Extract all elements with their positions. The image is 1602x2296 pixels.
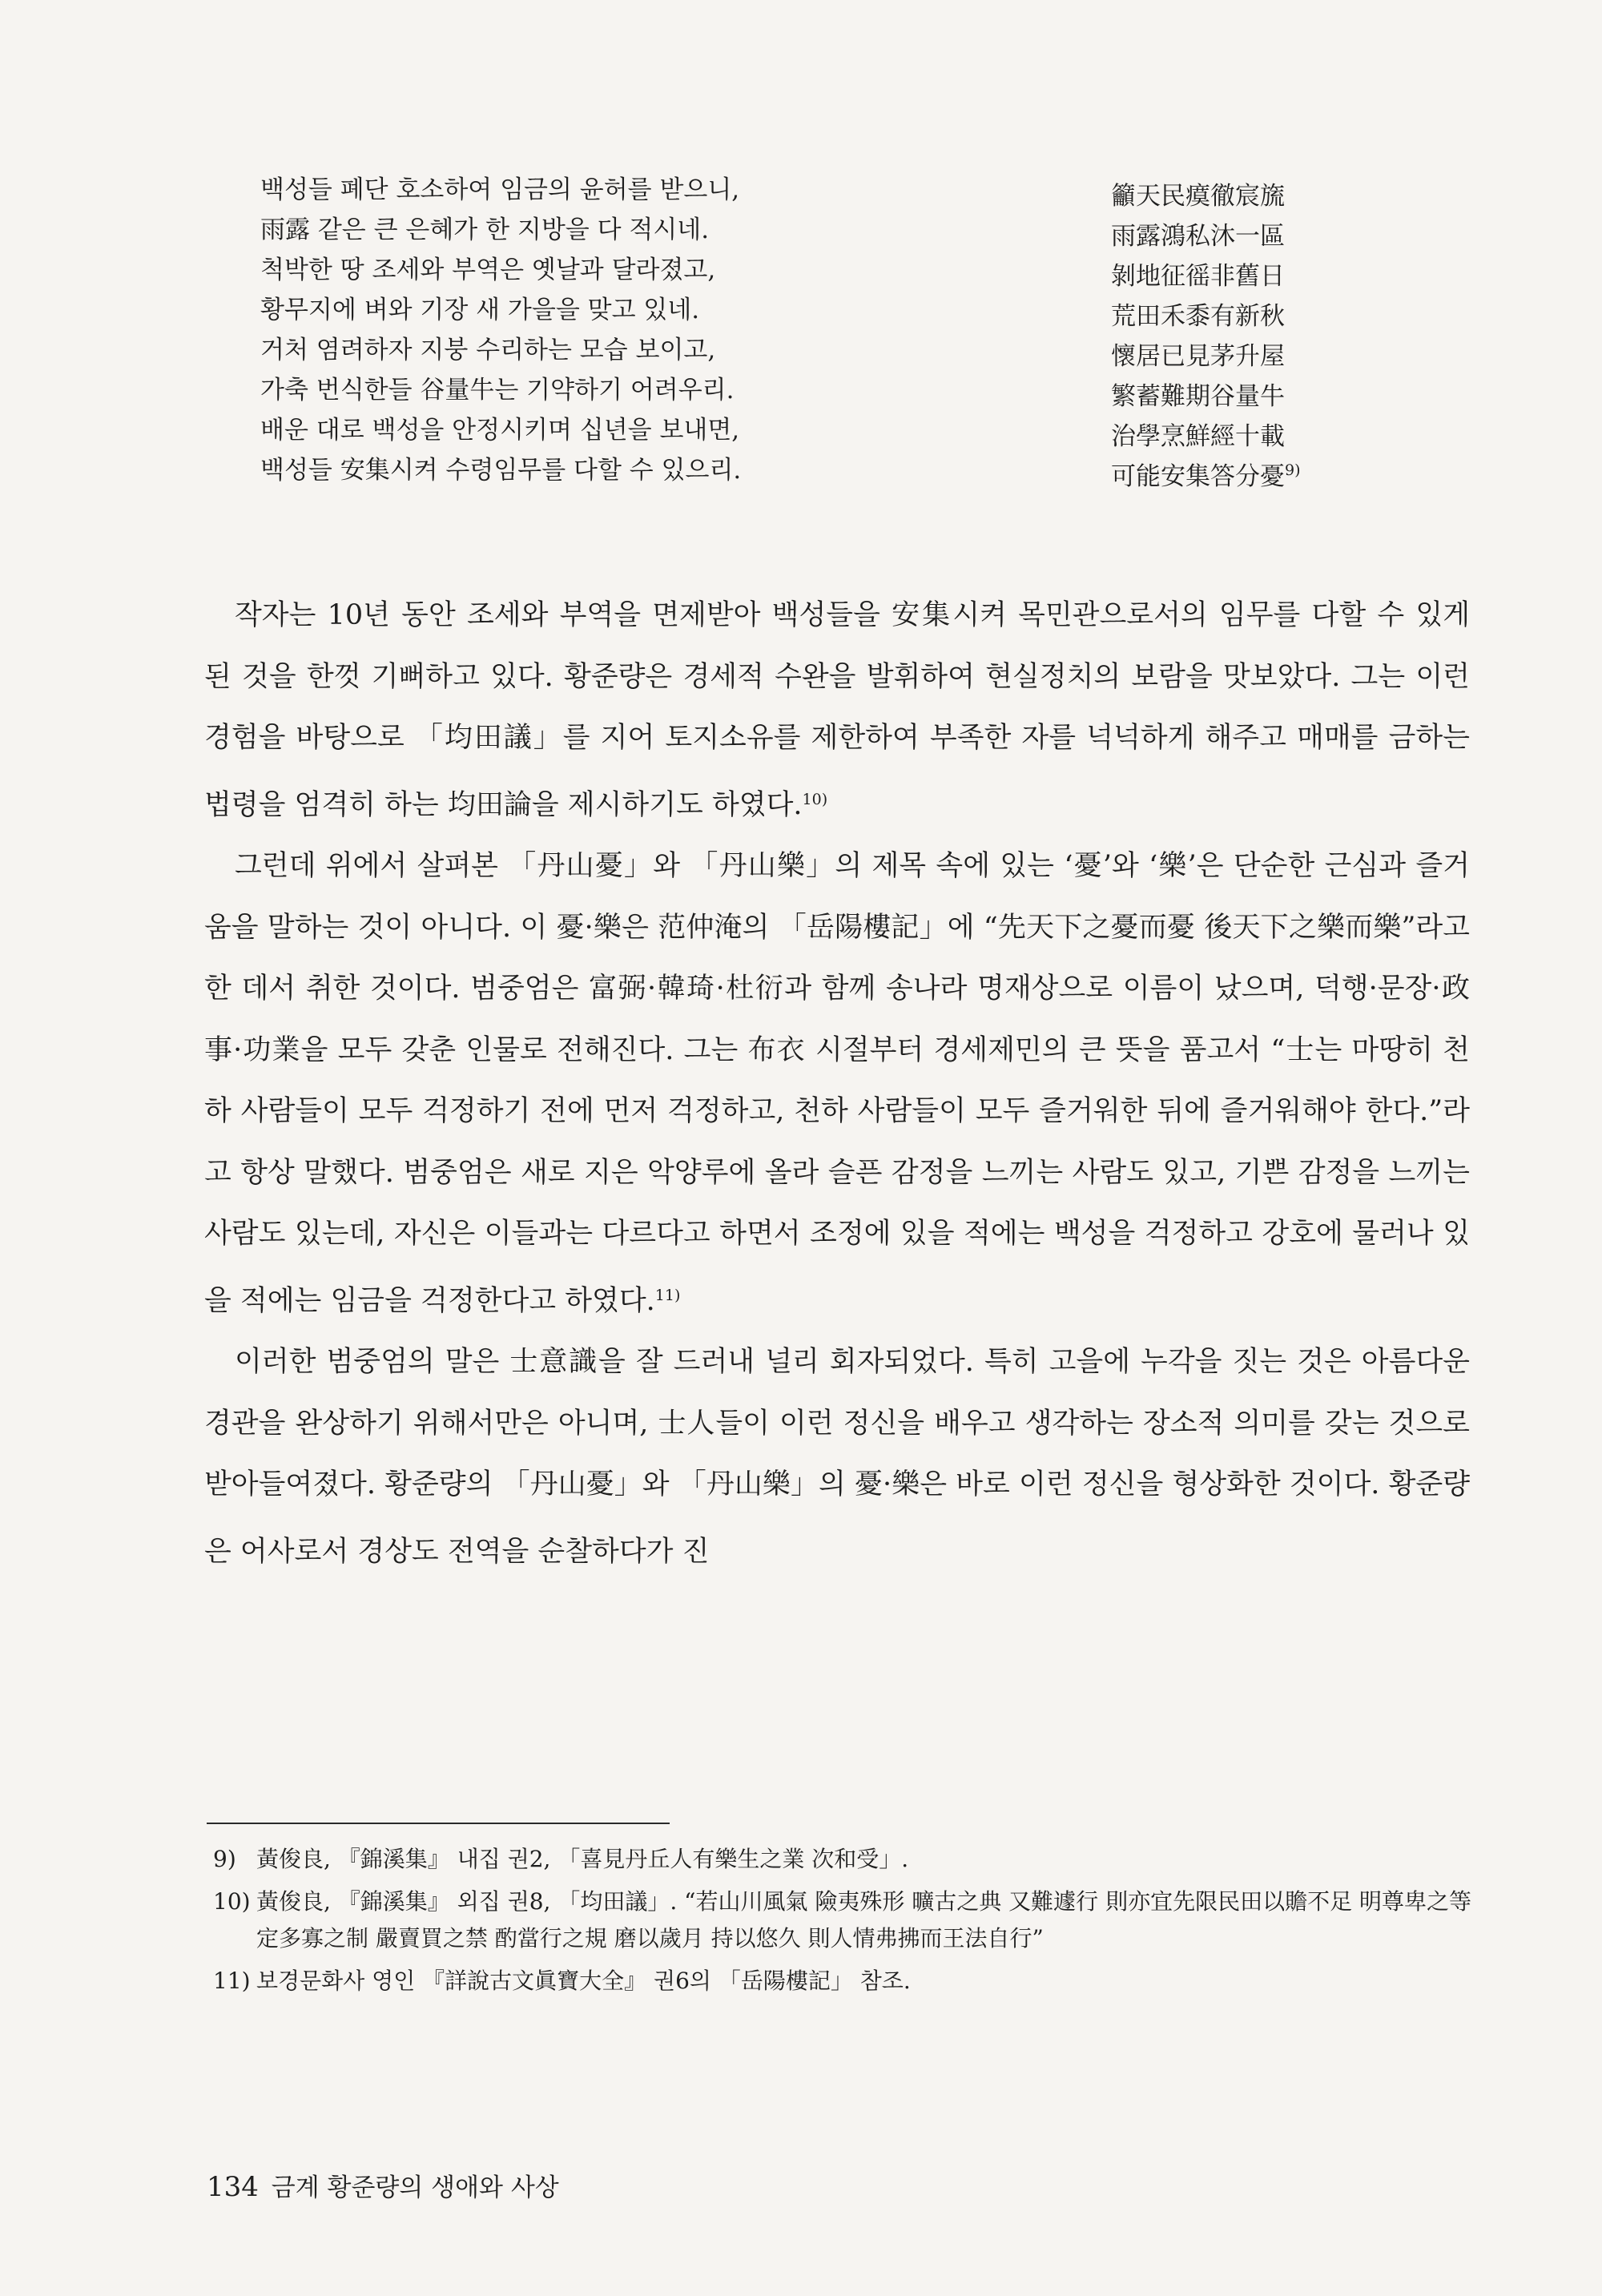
poem-korean-line: 거처 염려하자 지붕 수리하는 모습 보이고, — [260, 336, 716, 365]
footnote-number: 9) — [213, 1846, 236, 1872]
running-title: 금계 황준량의 생애와 사상 — [271, 2173, 559, 2202]
poem-chinese-line: 籲天民瘼徹宸旒 — [1111, 182, 1285, 211]
footnotes — [215, 1841, 1472, 2005]
footnote-number: 10) — [213, 1888, 251, 1915]
poem-korean-line: 배운 대로 백성을 안정시키며 십년을 보내면, — [260, 416, 740, 445]
poem-korean-line: 가축 번식한들 谷量牛는 기약하기 어려우리. — [260, 376, 735, 405]
poem-chinese-line: 治學烹鮮經十載 — [1111, 422, 1285, 451]
poem-line — [260, 170, 1422, 210]
footnote-text: 黃俊良, 『錦溪集』 내집 권2, 「喜見丹丘人有樂生之業 次和受」. — [256, 1846, 909, 1872]
poem-chinese-line: 可能安集答分憂$^{9)}$ — [1111, 461, 1301, 491]
poem-chinese-line: 懷居已見茅升屋 — [1111, 342, 1285, 371]
footnote-item — [215, 1883, 1472, 1957]
poem-line — [260, 250, 1422, 290]
footnote-number: 11) — [213, 1968, 251, 1994]
footnote-text: 보경문화사 영인 『詳說古文眞寶大全』 권6의 「岳陽樓記」 참조. — [256, 1968, 911, 1994]
poem-line — [260, 330, 1422, 370]
footnote-marker-9[interactable]: 9) — [1285, 461, 1301, 479]
poem-line — [260, 410, 1422, 450]
footnote-marker-11[interactable]: 11) — [654, 1286, 681, 1304]
footnote-divider — [207, 1823, 670, 1824]
paragraph: 그런데 위에서 살펴본 「丹山憂」와 「丹山樂」의 제목 속에 있는 ‘憂’와 ‘樂’은 단순한 근심과 즐거움을 말하는 것이 아니다. 이 憂·樂은 范仲淹의 「岳陽樓記」에 “先天下之憂而憂 後天下之樂而樂”라고 한 데서 취한 것이다. 범중엄은 富弼·韓琦·杜衍과 함께 송나라 명재상으로 이름이 났으며, 덕행·문장·政事·功業을 모두 갖춘 인물로 전해진다. 그는 布衣 시절부터 경세제민의 큰 뜻을 품고서 “士는 마땅히 천하 사람들이 모두 걱정하기 전에 먼저 걱정하고, 천하 사람들이 모두 즐거워한 뒤에 즐거워해야 한다.”라고 항상 말했다. 범중엄은 새로 지은 악양루에 올라 슬픈 감정을 느끼는 사람도 있고, 기쁜 감정을 느끼는 사람도 있는데, 자신은 이들과는 다르다고 하면서 조정에 있을 적에는 백성을 걱정하고 강호에 물러나 있을 적에는 임금을 걱정한다고 하였다.$^{11)}$ — [204, 850, 1470, 1317]
page-number: 134 — [207, 2171, 259, 2203]
page-footer — [207, 2171, 559, 2204]
poem-chinese-line: 雨露鴻私沐一區 — [1111, 222, 1285, 251]
poem-korean-line: 백성들 安集시켜 수령임무를 다할 수 있으리. — [260, 456, 742, 485]
poem-line — [260, 450, 1422, 490]
body-text — [204, 585, 1470, 1582]
poem-korean-line: 척박한 땅 조세와 부역은 옛날과 달라졌고, — [260, 256, 716, 284]
footnote-item — [215, 1841, 1472, 1878]
poem-line — [260, 370, 1422, 410]
footnote-marker-10[interactable]: 10) — [802, 790, 828, 808]
poem-line — [260, 290, 1422, 330]
poem-block — [260, 170, 1422, 490]
footnote-item — [215, 1963, 1472, 2000]
poem-chinese-line: 剝地征徭非舊日 — [1111, 262, 1285, 291]
poem-korean-line: 雨露 같은 큰 은혜가 한 지방을 다 적시네. — [260, 216, 710, 244]
poem-korean-line: 백성들 폐단 호소하여 임금의 윤허를 받으니, — [260, 175, 740, 204]
footnote-text: 黃俊良, 『錦溪集』 외집 권8, 「均田議」. “若山川風氣 險夷殊形 曠古之典 又難遽行 則亦宜先限民田以贍不足 明尊卑之等 定多寡之制 嚴賣買之禁 酌當行之規 磨以歲月 持以悠久 則人情弗拂而王法自行” — [256, 1888, 1471, 1952]
poem-line — [260, 210, 1422, 250]
paragraph: 작자는 10년 동안 조세와 부역을 면제받아 백성들을 安集시켜 목민관으로서의 임무를 다할 수 있게 된 것을 한껏 기뻐하고 있다. 황준량은 경세적 수완을 발휘하여 현실정치의 보람을 맛보았다. 그는 이런 경험을 바탕으로 「均田議」를 지어 토지소유를 제한하여 부족한 자를 넉넉하게 해주고 매매를 금하는 법령을 엄격히 하는 均田論을 제시하기도 하였다.$^{10)}$ — [204, 599, 1470, 821]
poem-chinese-line: 繁蓄難期谷量牛 — [1111, 382, 1285, 411]
poem-korean-line: 황무지에 벼와 기장 새 가을을 맞고 있네. — [260, 296, 700, 324]
poem-chinese-line: 荒田禾黍有新秋 — [1111, 302, 1285, 331]
paragraph: 이러한 범중엄의 말은 士意識을 잘 드러내 널리 회자되었다. 특히 고을에 누각을 짓는 것은 아름다운 경관을 완상하기 위해서만은 아니며, 士人들이 이런 정신을 배우고 생각하는 장소적 의미를 갖는 것으로 받아들여졌다. 황준량의 「丹山憂」와 「丹山樂」의 憂·樂은 바로 이런 정신을 형상화한 것이다. 황준량은 어사로서 경상도 전역을 순찰하다가 진 — [204, 1346, 1470, 1568]
